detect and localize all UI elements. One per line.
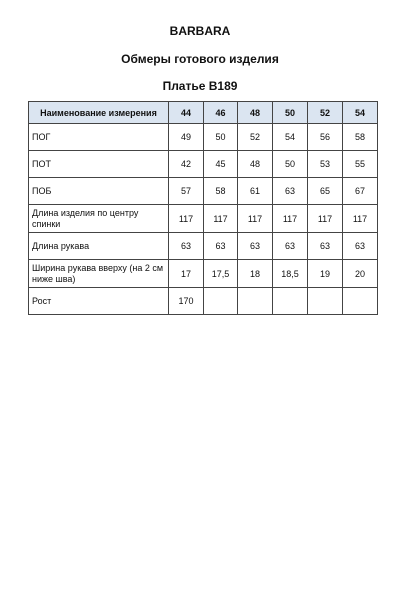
table-cell: 63 [343,233,378,260]
table-cell: 117 [238,205,273,233]
table-cell: 63 [204,233,238,260]
table-cell: 53 [308,151,343,178]
table-row [29,151,378,178]
model-title: Платье B189 [162,79,238,93]
table-cell: 57 [169,178,204,205]
column-header-size: 46 [204,102,238,124]
table-cell: 54 [273,124,308,151]
table-cell: 63 [273,178,308,205]
table-cell: 49 [169,124,204,151]
row-label: Длина рукава [29,233,169,260]
table-cell [273,288,308,315]
table-cell: 170 [169,288,204,315]
column-header-size: 50 [273,102,308,124]
column-header-size: 52 [308,102,343,124]
table-row [29,205,378,233]
table-row [29,178,378,205]
table-cell: 117 [273,205,308,233]
table-cell [238,288,273,315]
table-cell [308,288,343,315]
table-row [29,288,378,315]
table-cell: 48 [238,151,273,178]
brand-title: BARBARA [169,24,231,38]
table-cell: 17 [169,260,204,288]
table-cell: 58 [343,124,378,151]
table-cell: 63 [238,233,273,260]
table-cell: 45 [204,151,238,178]
row-label: ПОБ [29,178,169,205]
table-cell [343,288,378,315]
table-cell: 117 [169,205,204,233]
row-label: ПОТ [29,151,169,178]
table-row [29,233,378,260]
table-cell: 50 [204,124,238,151]
table-cell: 63 [308,233,343,260]
table-cell: 61 [238,178,273,205]
table-cell: 17,5 [204,260,238,288]
row-label: Ширина рукава вверху (на 2 см ниже шва) [29,260,169,288]
column-header-size: 54 [343,102,378,124]
table-cell [204,288,238,315]
row-label: Длина изделия по центру спинки [29,205,169,233]
table-cell: 56 [308,124,343,151]
table-cell: 58 [204,178,238,205]
row-label: Рост [29,288,169,315]
document-subtitle: Обмеры готового изделия [121,52,279,66]
column-header-size: 48 [238,102,273,124]
table-cell: 65 [308,178,343,205]
table-cell: 20 [343,260,378,288]
table-cell: 19 [308,260,343,288]
table-header-row [29,102,378,124]
table-cell: 117 [204,205,238,233]
table-row [29,260,378,288]
table-cell: 117 [308,205,343,233]
column-header-name: Наименование измерения [29,102,169,124]
table-cell: 18,5 [273,260,308,288]
table-cell: 50 [273,151,308,178]
table-cell: 55 [343,151,378,178]
row-label: ПОГ [29,124,169,151]
table-cell: 18 [238,260,273,288]
measurements-table [28,101,378,315]
table-cell: 42 [169,151,204,178]
table-cell: 52 [238,124,273,151]
table-row [29,124,378,151]
table-cell: 117 [343,205,378,233]
table-cell: 67 [343,178,378,205]
table-cell: 63 [273,233,308,260]
table-cell: 63 [169,233,204,260]
column-header-size: 44 [169,102,204,124]
